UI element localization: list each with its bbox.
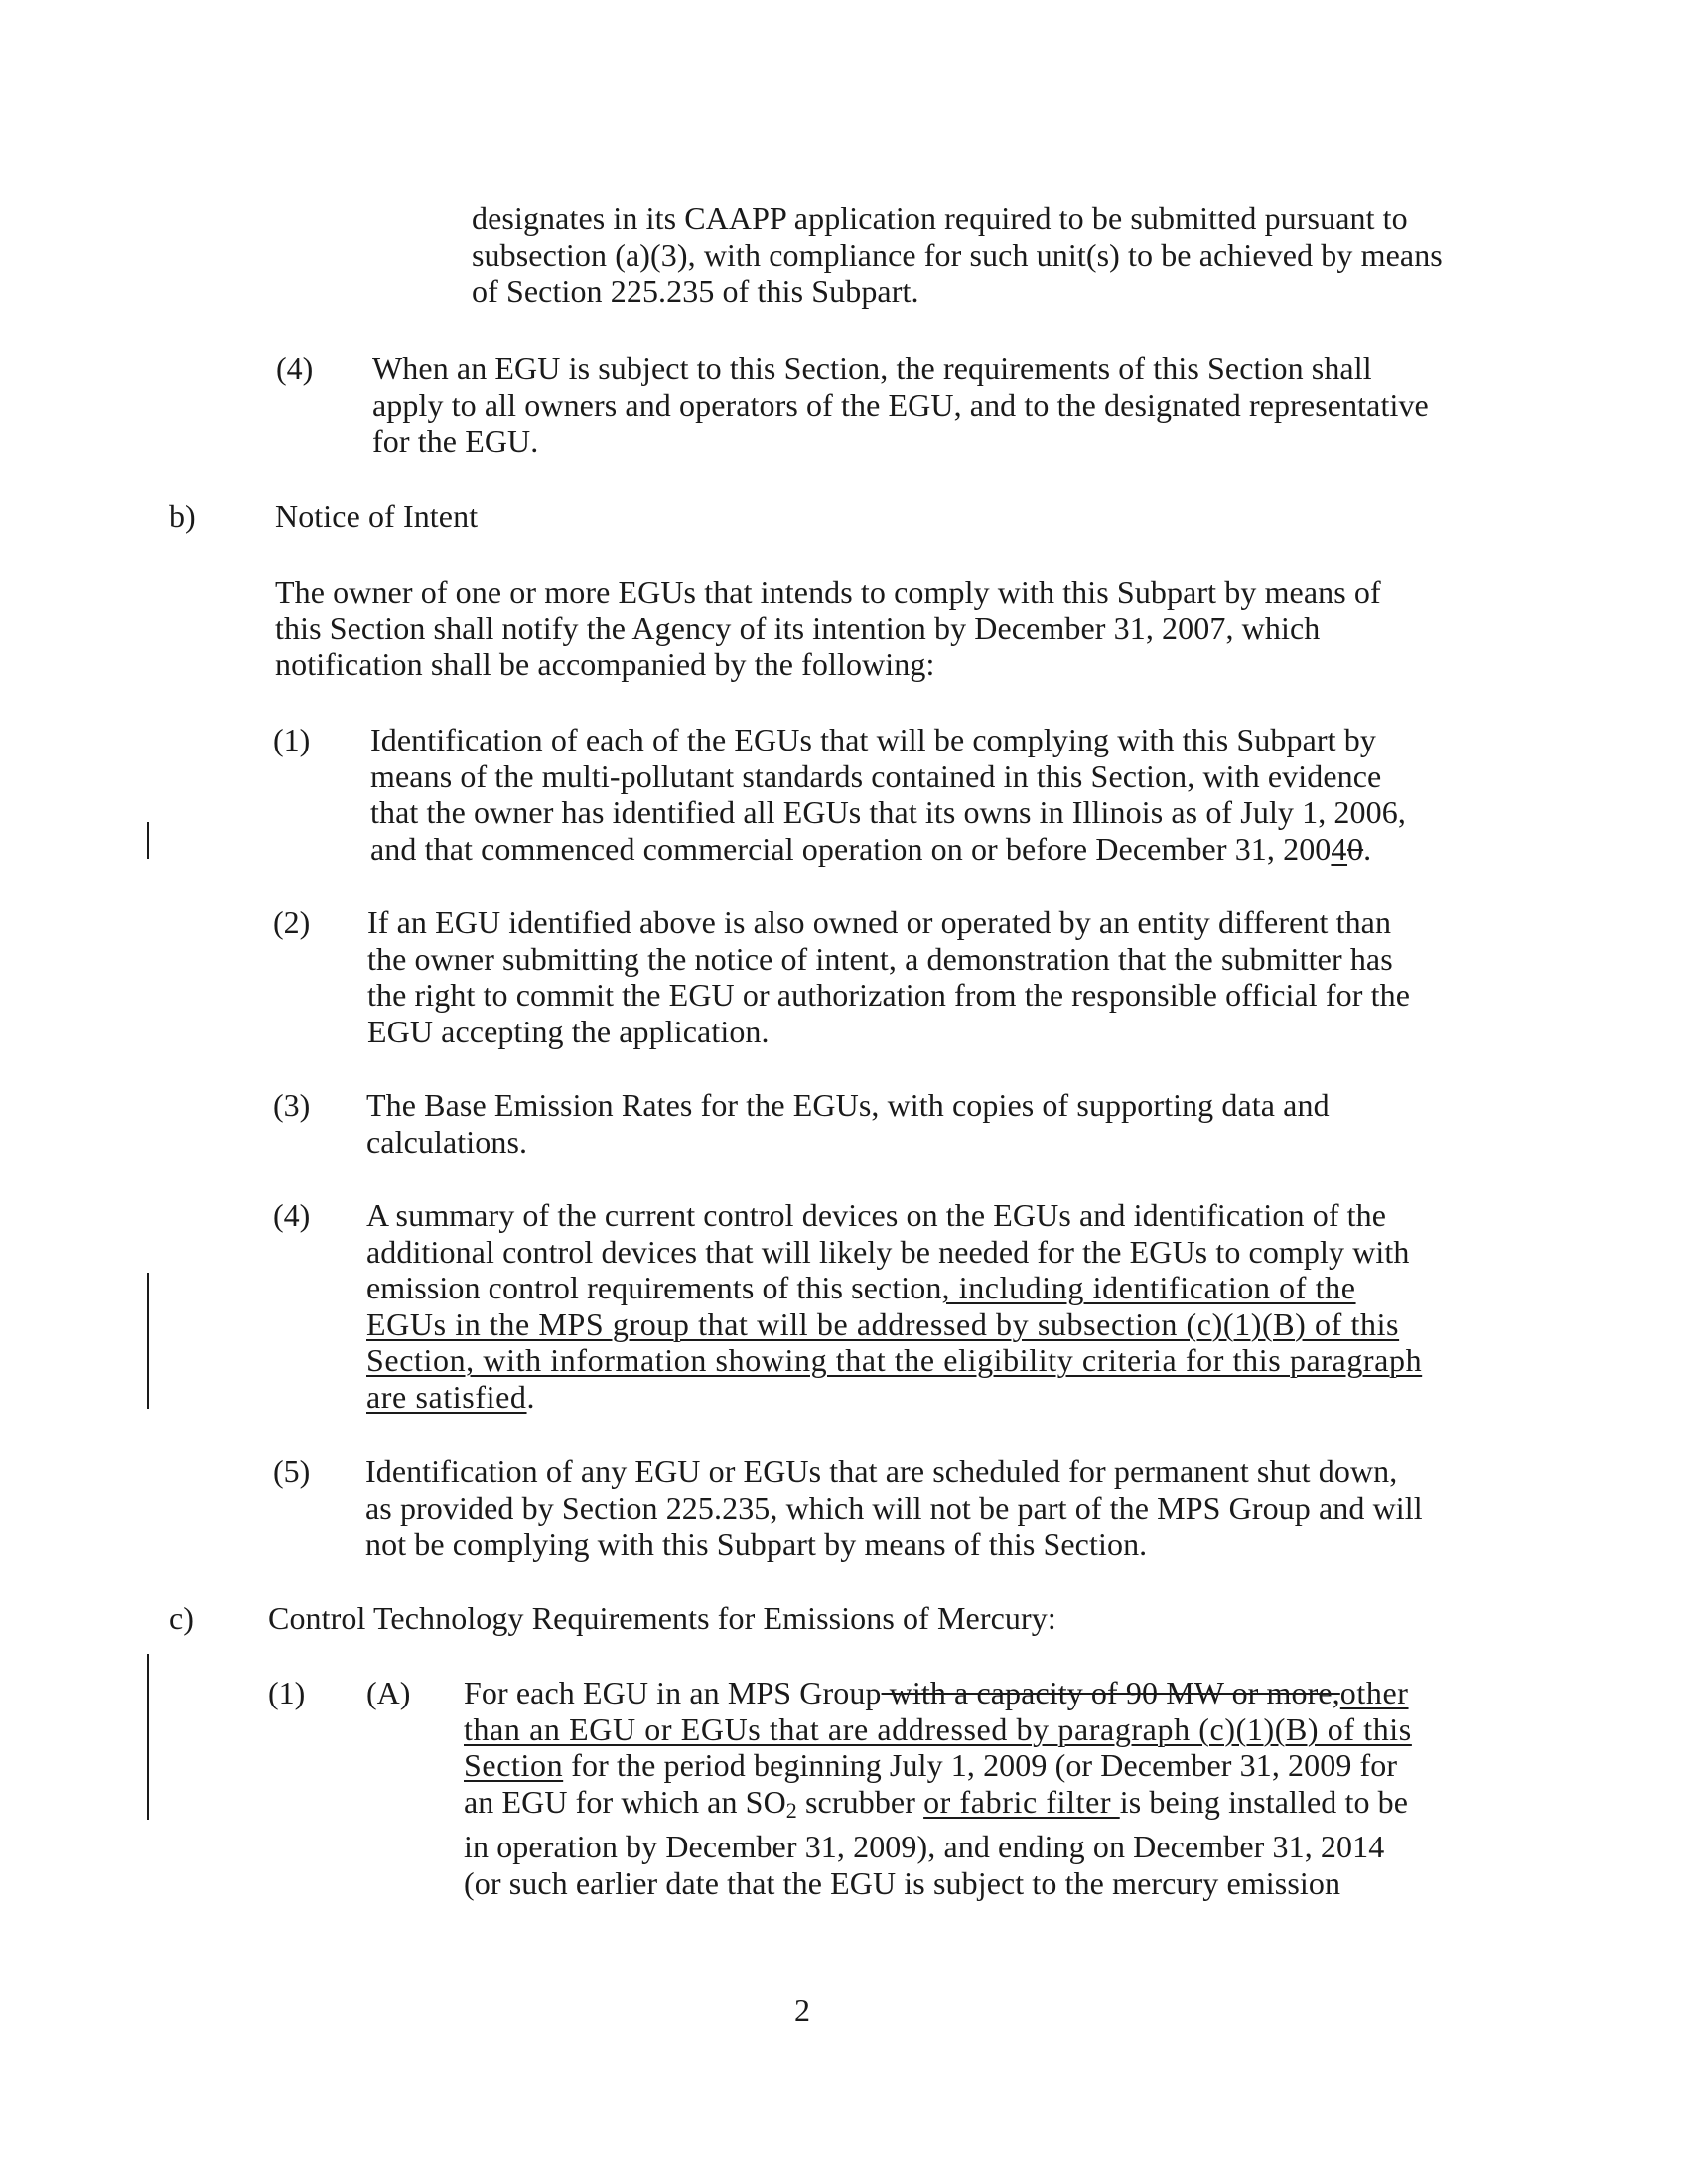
- item-text: The Base Emission Rates for the EGUs, with copies of supporting data and calculations.: [366, 1087, 1330, 1160]
- section-label: b): [169, 498, 196, 534]
- deleted-text: 0: [1347, 830, 1364, 867]
- item-label: (4): [276, 350, 314, 386]
- revision-bar: [147, 822, 149, 859]
- inserted-text: or fabric filter: [923, 1783, 1120, 1820]
- subitem-text: [464, 1675, 1422, 1901]
- subitem-label: (A): [366, 1675, 411, 1710]
- item-text: If an EGU identified above is also owned or operated by an entity different than the owner submitting the notice of intent, a demonstration that the submitter has the right to commit the EGU or authorization from the responsible official for the EGU accepting the application.: [367, 904, 1410, 1049]
- subitem-text-body: for the period beginning July 1, 2009 (or December 31, 2009 for an EGU for which an SO: [464, 1747, 1398, 1820]
- revision-bar: [147, 1273, 149, 1409]
- deleted-text: with a capacity of 90 MW or more,: [881, 1675, 1340, 1710]
- item-text-body: Identification of each of the EGUs that will be complying with this Subpart by means of the multi-pollutant standards contained in this Section, with evidence that the owner has identified all EGUs that its owns in Illinois as of July 1, 2006, and that commenced commercial operation on or before December 31, 200: [370, 722, 1406, 867]
- item-text: [366, 1197, 1431, 1415]
- revision-bar: [147, 1654, 149, 1820]
- punctuation: .: [1363, 830, 1372, 867]
- subitem-text-body: For each EGU in an MPS Group: [464, 1675, 882, 1710]
- subitem-text-body: scrubber: [796, 1783, 924, 1820]
- continuation-paragraph: designates in its CAAPP application required to be submitted pursuant to subsection (a)(3), with compliance for such unit(s) to be achieved by means of Section 225.235 of this Subpart.: [472, 201, 1443, 309]
- subscript: 2: [785, 1797, 797, 1823]
- page-number: 2: [794, 1992, 810, 2028]
- subitem-text-body: is being installed to be in operation by December 31, 2009), and ending on December 31, 2014 (or such earlier date that the EGU is subject to the mercury emission: [464, 1783, 1409, 1901]
- inserted-text: 4: [1331, 830, 1348, 867]
- item-text: When an EGU is subject to this Section, the requirements of this Section shall apply to all owners and operators of the EGU, and to the designated representative for the EGU.: [372, 350, 1429, 459]
- item-label: (1): [273, 722, 311, 757]
- item-label: (2): [273, 904, 311, 940]
- item-text: Identification of any EGU or EGUs that are scheduled for permanent shut down, as provided by Section 225.235, which will not be part of the MPS Group and will not be complying with this Subpart by means of this Section.: [365, 1453, 1423, 1562]
- inserted-text: other than an EGU or EGUs that are addressed by paragraph (c)(1)(B) of this Section: [464, 1675, 1412, 1783]
- item-label: (3): [273, 1087, 311, 1123]
- item-text: [370, 722, 1428, 867]
- section-intro: The owner of one or more EGUs that intends to comply with this Subpart by means of this Section shall notify the Agency of its intention by December 31, 2007, which notification shall be accompanied by the following:: [275, 574, 1381, 682]
- item-label: (1): [268, 1675, 306, 1710]
- punctuation: .: [526, 1378, 535, 1415]
- inserted-text: , including identification of the EGUs in the MPS group that will be addressed by subsection (c)(1)(B) of this Section, with information showing that the eligibility criteria for this paragraph are satisfied: [366, 1270, 1423, 1415]
- item-label: (4): [273, 1197, 311, 1233]
- section-label: c): [169, 1600, 194, 1636]
- section-heading: Control Technology Requirements for Emissions of Mercury:: [268, 1600, 1056, 1636]
- item-label: (5): [273, 1453, 311, 1489]
- section-heading: Notice of Intent: [275, 498, 479, 534]
- item-text-body: A summary of the current control devices on the EGUs and identification of the additional control devices that will likely be needed for the EGUs to comply with emission control requirements of this section: [366, 1197, 1410, 1305]
